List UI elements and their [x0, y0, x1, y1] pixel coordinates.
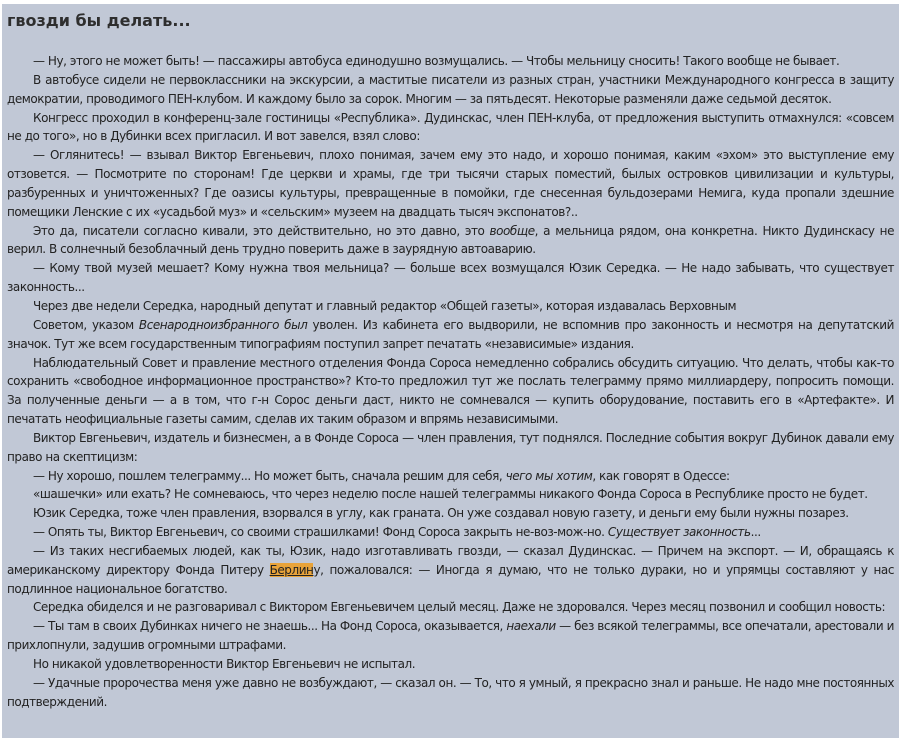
paragraph-text: — Кому твой музей мешает? Кому нужна твоя мельница? — больше всех возмущался Юзик Середка. — Не надо забывать, что существует законность...	[7, 261, 894, 295]
article-paragraph	[7, 52, 894, 71]
paragraph-text: — без всякой телеграммы, все опечатали, арестовали и прихлопнули, задушив огромными штрафами.	[7, 619, 894, 653]
article-paragraph	[7, 598, 894, 617]
article-title: гвозди бы делать...	[7, 11, 191, 30]
article-paragraph	[7, 297, 894, 316]
article-paragraph	[7, 222, 894, 260]
paragraph-text: Конгресс проходил в конференц-зале гостиницы «Республика». Дудинскас, член ПЕН-клуба, от предложения выступить отмахнулся: «совсем не до того», но в Дубинки всех пригласил. И вот завелся, взял слово:	[7, 110, 894, 144]
paragraph-text: — Опять ты, Виктор Евгеньевич, со своими страшилками! Фонд Сороса закрыть не-воз-мож-но.	[33, 525, 608, 540]
search-highlight: Берлин	[269, 562, 314, 577]
emphasis-text: наехали	[506, 619, 556, 634]
emphasis-text: Всенароднoизбранного был	[138, 317, 308, 332]
paragraph-text: В автобусе сидели не первоклассники на экскурсии, а маститые писатели из разных стран, участники Международного конгресса в защиту демократии, проводимого ПЕН-клубом. И каждому было за сорок. Многим — за пятьдесят. Некоторые разменяли даже седьмой десяток.	[7, 72, 894, 106]
paragraph-text: — Оглянитесь! — взывал Виктор Евгеньевич, плохо понимая, зачем ему это надо, и хорошо понимая, каким «эхом» это выступление ему отзовется. — Посмотрите по сторонам! Где церкви и храмы, где три тысячи старых поместий, былых островков цивилизации и культуры, разбуренных и уничтоженных? Где оазисы культуры, превращенные в помойки, где снесенная бульдозерами Немига, куда пропали здешние помещики Ленские с их «усадьбой муз» и «сельским» музеем на двадцать тысяч экспонатов?..	[7, 148, 894, 219]
article-paragraph	[7, 523, 894, 542]
paragraph-text: Это да, писатели согласно кивали, это действительно, но это давно, это	[33, 223, 490, 238]
article-paragraph	[7, 617, 894, 655]
article-paragraph	[7, 504, 894, 523]
paragraph-text: Через две недели Середка, народный депутат и главный редактор «Общей газеты», которая издавалась Верховным	[33, 298, 737, 313]
emphasis-text: Существует законность	[607, 525, 751, 540]
paragraph-text: — Удачные пророчества меня уже давно не возбуждают, — сказал он. — То, что я умный, я прекрасно знал и раньше. Не надо мне постоянных подтверждений.	[7, 675, 894, 709]
article-paragraph	[7, 467, 894, 486]
article-paragraph	[7, 429, 894, 467]
paragraph-text: у, пожаловался: — Иногда я думаю, что не только дураки, но и упрямцы составляют у нас подлинное национальное богатство.	[7, 562, 894, 596]
article-paragraph	[7, 655, 894, 674]
article-paragraph	[7, 485, 894, 504]
paragraph-text: Наблюдательный Совет и правление местного отделения Фонда Сороса немедленно собрались обсудить ситуацию. Что делать, чтобы как-то сохранить «свободное информационное пространство»? Кто-то предложил тут же послать телеграмму прямо миллиардеру, попросить помощи. За полученные деньги — а в том, что г-н Сорос деньги даст, никто не сомневался — купить оборудование, поставить его в «Артефакте». И печатать неофициальные газеты самим, сделав их таким образом и впрямь независимыми.	[7, 355, 894, 427]
article-paragraph	[7, 674, 894, 712]
article-paragraph	[7, 354, 894, 429]
paragraph-text: , а мельница рядом, она конкретна. Никто Дудинскасу не верил. В солнечный безоблачный день трудно поверить даже в заурядную автоаварию.	[7, 223, 894, 257]
paragraph-text: Советом, указом	[33, 317, 139, 332]
emphasis-text: чего мы хотим	[505, 468, 593, 483]
paragraph-text: Виктор Евгеньевич, издатель и бизнесмен, а в Фонде Сороса — член правления, тут поднялся. Последние события вокруг Дубинок давали ему право на скептицизм:	[7, 430, 894, 464]
article-panel	[2, 4, 899, 738]
paragraph-text: , как говорят в Одессе:	[592, 468, 730, 483]
article-paragraph	[7, 71, 894, 109]
article-paragraph	[7, 109, 894, 147]
emphasis-text: вообще	[489, 223, 535, 238]
paragraph-text: Середка обиделся и не разговаривал с Виктором Евгеньевичем целый месяц. Даже не здоровался. Через месяц позвонил и сообщил новость:	[33, 600, 886, 615]
paragraph-text: Но никакой удовлетворенности Виктор Евгеньевич не испытал.	[33, 657, 416, 671]
article-paragraph	[7, 542, 894, 599]
paragraph-text: Юзик Середка, тоже член правления, взорвался в углу, как граната. Он уже создавал новую газету, и деньги ему были нужны позарез.	[33, 506, 849, 521]
paragraph-text: — Ну, этого не может быть! — пассажиры автобуса единодушно возмущались. — Чтобы мельницу сносить! Такого вообще не бывает.	[33, 54, 840, 68]
paragraph-text: — Ну хорошо, пошлем телеграмму... Но может быть, сначала решим для себя,	[33, 468, 506, 483]
article-paragraph	[7, 259, 894, 297]
article-paragraph	[7, 316, 894, 354]
paragraph-text: «шашечки» или ехать? Не сомневаюсь, что через неделю после нашей телеграммы никакого Фонда Сороса в Республике просто не будет.	[33, 487, 868, 502]
paragraph-text: уволен. Из кабинета его выдворили, не вспомнив про законность и несмотря на депутатский значок. Тут же всем государственным типографиям поступил запрет печатать «независимые» издания.	[7, 317, 894, 351]
paragraph-text: — Ты там в своих Дубинках ничего не знаешь... На Фонд Сороса, оказывается,	[33, 619, 507, 634]
article-paragraph	[7, 146, 894, 221]
paragraph-text: — Из таких несгибаемых людей, как ты, Юзик, надо изготавливать гвозди, — сказал Дудинскас. — Причем на экспорт. — И, обращаясь к американскому директору Фонда Питеру	[7, 543, 894, 577]
article-body	[7, 52, 894, 712]
paragraph-text: ...	[750, 525, 761, 540]
